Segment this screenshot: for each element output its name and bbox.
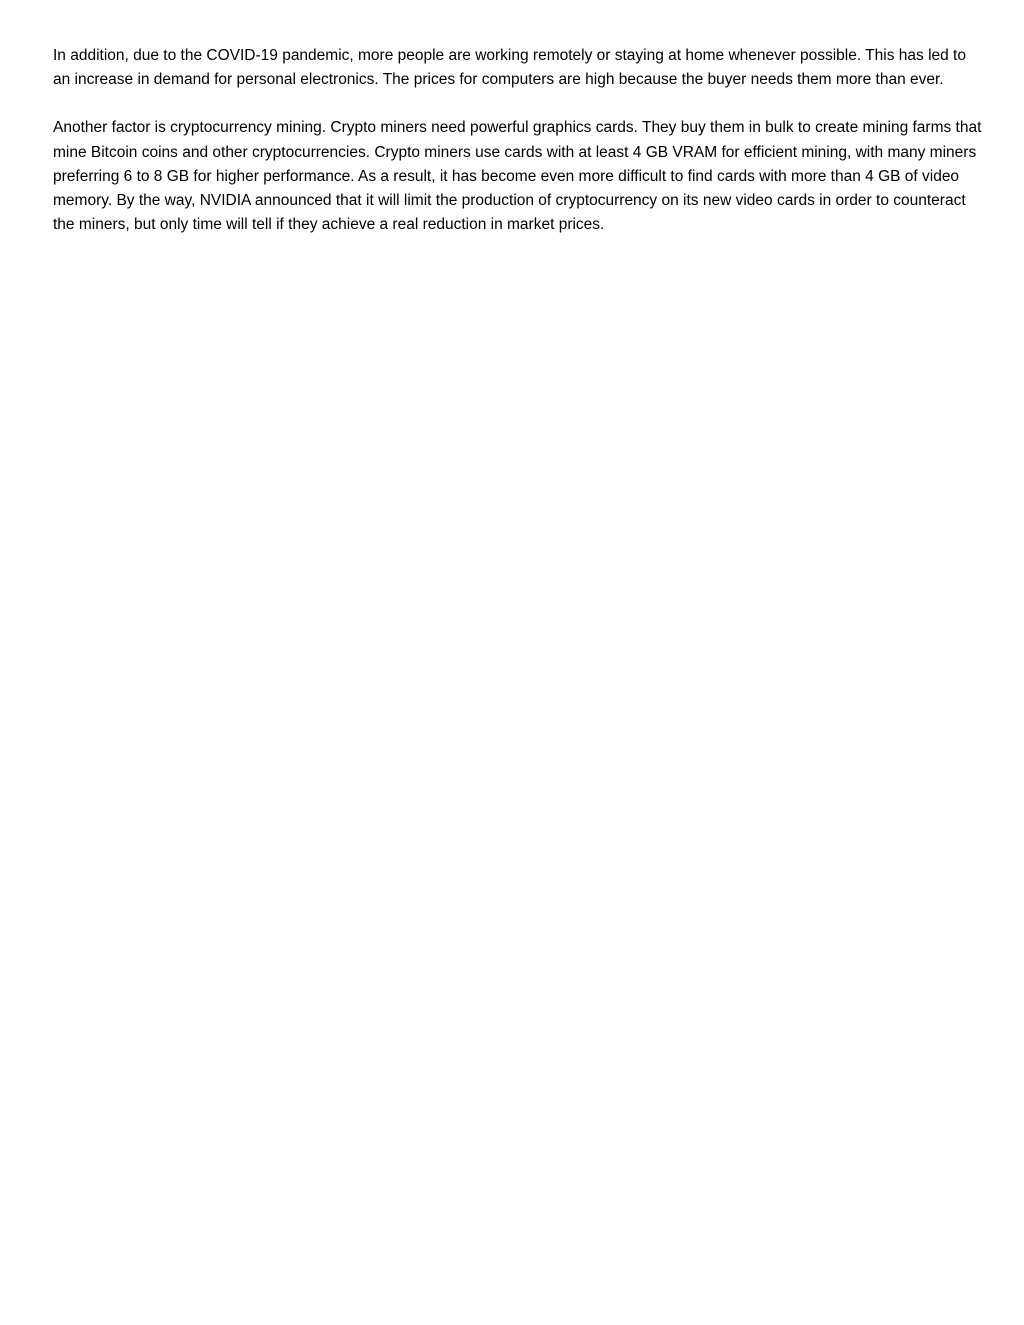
document-page (53, 44, 983, 261)
paragraph-crypto-mining: Another factor is cryptocurrency mining. Crypto miners need powerful graphics cards. They buy them in bulk to create mining farms that mine Bitcoin coins and other cryptocurrencies. Crypto miners use cards with at least 4 GB VRAM for efficient mining, with many miners preferring 6 to 8 GB for higher performance. As a result, it has become even more difficult to find cards with more than 4 GB of video memory. By the way, NVIDIA announced that it will limit the production of cryptocurrency on its new video cards in order to counteract the miners, but only time will tell if they achieve a real reduction in market prices. (53, 119, 982, 234)
paragraph-covid-demand: In addition, due to the COVID-19 pandemic, more people are working remotely or staying at home whenever possible. This has led to an increase in demand for personal electronics. The prices for computers are high because the buyer needs them more than ever. (53, 47, 966, 89)
